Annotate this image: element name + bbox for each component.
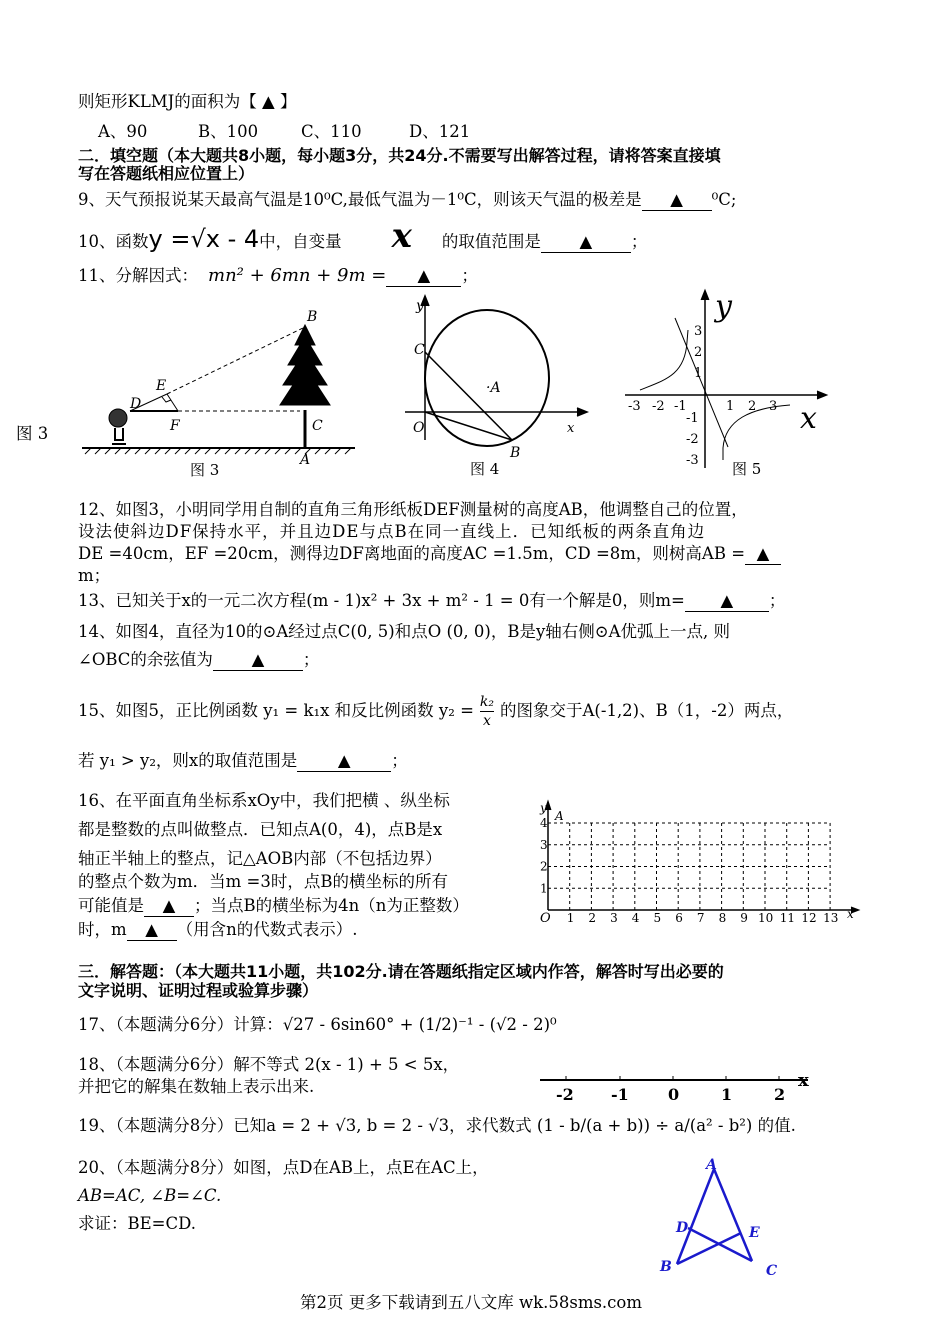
label-O: O [413,420,425,436]
grid-x-tick: 3 [610,911,618,925]
answer-blank[interactable]: ▲ [127,920,177,941]
q8-stem: 则矩形KLMJ的面积为【 ▲ 】 [78,92,297,111]
number-line [540,1076,808,1080]
tick: 3 [694,324,703,339]
q13 [78,591,785,612]
figure-4 [405,296,587,446]
q13-tail: ； [768,591,786,610]
answer-blank[interactable]: ▲ [642,190,712,211]
q10-post: 的取值范围是 [441,232,541,251]
figure-3-caption: 图 3 [190,461,220,479]
integer-grid [545,801,859,913]
q16-text: 可能值是 [78,896,144,915]
q9-tail: ⁰C; [711,190,737,209]
section3-heading: 三．解答题：（本大题共11小题，共102分.请在答题纸指定区域内作答，解答时写出必要的 [78,962,724,981]
q18-line1: 18、（本题满分6分）解不等式 2(x - 1) + 5 < 5x， [78,1055,460,1074]
tick: -1 [611,1085,629,1104]
q15-tail: ； [391,751,408,770]
q16-line1: 16、在平面直角坐标系xOy中，我们把横 、纵坐标 [78,791,450,810]
point-D: D [676,1220,689,1236]
point-E: E [749,1225,760,1241]
tick: -2 [556,1085,574,1104]
label-B: B [510,445,521,461]
axis-y-label: y [416,298,424,314]
page-footer: 第2页 更多下载请到五八文库 wk.58sms.com [300,1293,642,1312]
answer-blank[interactable]: ▲ [386,266,461,287]
answer-blank[interactable]: ▲ [541,232,631,253]
section3-heading-2: 文字说明、证明过程或验算步骤） [78,981,319,1000]
q15-line1 [78,693,793,730]
grid-origin: O [540,911,551,926]
vertex-C: C [766,1263,778,1279]
q20-line2: AB=AC, ∠B=∠C. [78,1186,222,1205]
grid-y-tick: 2 [540,859,548,874]
tick: 2 [748,399,757,414]
vertex-B: B [660,1259,672,1275]
q14-line2-text: ∠OBC的余弦值为 [78,650,213,669]
q14-line1: 14、如图4，直径为10的⊙A经过点C(0, 5)和点O (0, 0)，B是y轴右侧⊙A优弧上一点, 则 [78,622,731,641]
q9-text: 9、天气预报说某天最高气温是10⁰C,最低气温为－1⁰C，则该天气温的极差是 [78,190,642,209]
axis-x-label: x [800,401,817,436]
q16-line4: 的整点个数为m．当m =3时，点B的横坐标的所有 [78,872,448,891]
q12-line3 [78,544,781,565]
tick: -2 [686,432,699,447]
fig5-y-ticks [686,324,702,468]
q12-line2: 设法使斜边DF保持水平，并且边DE与点B在同一直线上．已知纸板的两条直角边 [78,522,706,541]
q15-text-b: 的图象交于A(-1,2)、B（1，-2）两点， [500,701,794,720]
q20-line1: 20、（本题满分8分）如图，点D在AB上，点E在AC上， [78,1158,489,1177]
q15-text-a: 15、如图5，正比例函数 y₁ = k₁x 和反比例函数 y₂ = [78,701,474,720]
tick: -3 [628,399,641,414]
grid-x-tick: 5 [653,911,662,925]
figure-3 [82,325,355,454]
label-C: C [312,418,323,434]
q10-formula: y =√x - 4 [148,225,260,253]
label-F: F [170,418,180,434]
tick: 0 [668,1085,680,1104]
figure-4-caption: 图 4 [470,460,500,478]
label-D: D [130,396,142,412]
side-figure-label: 图 3 [16,424,49,443]
q16-line6 [78,920,358,941]
triangle-labels [659,1157,777,1279]
tick: -3 [686,453,699,468]
tick: -1 [686,411,699,426]
label-A: A [300,452,311,468]
answer-blank[interactable]: ▲ [144,896,194,917]
section2-heading-2: 写在答题纸相应位置上） [78,164,255,183]
q17: 17、（本题满分6分）计算：√27 - 6sin60° + (1/2)⁻¹ - (√2 - 2)⁰ [78,1015,557,1034]
figure-5-caption: 图 5 [732,460,762,478]
answer-blank[interactable]: ▲ [213,650,303,671]
number-line-x-label: x [798,1070,809,1091]
tick: 2 [774,1085,786,1104]
axis-x-label: x [567,421,575,436]
tick: 1 [721,1085,733,1104]
label-E: E [156,378,167,394]
q13-text: 13、已知关于x的一元二次方程(m - 1)x² + 3x + m² - 1 = 0有一个解是0，则m= [78,591,685,610]
tick: 2 [694,345,703,360]
q14-line2 [78,650,319,671]
q12-line4: m； [78,566,111,585]
section2-heading: 二．填空题（本大题共8小题，每小题3分，共24分.不需要写出解答过程，请将答案直接填 [78,146,721,165]
q14-tail: ； [302,650,320,669]
grid-y-label: y [540,801,547,815]
q16-text: （用含n的代数式表示）. [176,920,358,939]
label-C: C [414,342,425,358]
q16-line2: 都是整数的点叫做整点．已知点A(0，4)，点B是x [78,820,443,839]
fig5-x-ticks [628,399,777,414]
label-A: ·A [486,380,501,396]
grid-x-tick: 12 [801,911,817,925]
triangle-figure [677,1169,752,1264]
q18-line2: 并把它的解集在数轴上表示出来. [78,1077,315,1096]
q16-line3: 轴正半轴上的整点，记△AOB内部（不包括边界） [78,849,442,868]
grid-x-tick: 2 [588,911,597,925]
grid-point-A: A [555,809,564,823]
grid-x-tick: 10 [758,911,774,925]
q15-line2-text: 若 y₁ > y₂，则x的取值范围是 [78,751,298,770]
q12-line1: 12、如图3，小明同学用自制的直角三角形纸板DEF测量树的高度AB，他调整自己的位置， [78,500,748,519]
grid-x-tick: 1 [566,911,575,925]
q10-variable: x [391,216,412,256]
number-line-ticks [556,1085,785,1104]
q16-text: 时，m [78,920,127,939]
answer-blank[interactable]: ▲ [297,751,391,772]
tick: -1 [674,399,687,414]
fraction-denominator: x [483,713,491,729]
tick: -2 [652,399,665,414]
fraction-numerator: k₂ [479,694,495,710]
grid-x-label: x [847,907,854,921]
vertex-A: A [706,1157,717,1173]
q16-text: ；当点B的横坐标为4n（n为正整数） [194,896,469,915]
q10-tail: ； [630,232,648,251]
grid-x-tick: 9 [740,911,748,925]
q10-pre: 10、函数 [78,232,149,251]
answer-blank[interactable]: ▲ [745,544,781,565]
option-b: B、100 [198,122,259,141]
grid-x-tick: 8 [718,911,727,925]
option-d: D、121 [409,122,471,141]
grid-y-tick: 3 [540,837,548,852]
grid-x-tick: 7 [696,911,705,925]
grid-y-tick: 1 [540,881,548,896]
grid-x-tick: 11 [779,911,795,925]
tick: 1 [726,399,735,414]
option-a: A、90 [98,122,148,141]
q16-line5 [78,896,469,917]
q19: 19、（本题满分8分）已知a = 2 + √3, b = 2 - √3，求代数式 (1 - b/(a + b)) ÷ a/(a² - b²) 的值. [78,1116,796,1135]
grid-y-tick: 4 [540,816,548,830]
grid-x-tick: 13 [823,911,839,925]
label-B: B [307,309,318,325]
axis-y-label: y [715,289,732,324]
q11-tail: ； [461,266,478,285]
option-c: C、110 [301,122,362,141]
tick: 1 [694,366,703,381]
grid-x-tick: 4 [631,911,640,925]
q10-mid: 中，自变量 [259,232,342,251]
grid-x-tick: 6 [675,911,683,925]
q11-formula: mn² + 6mn + 9m = [208,265,387,286]
q15-line2 [78,751,408,772]
q20-line3: 求证：BE=CD. [78,1214,197,1233]
q12-line3-text: DE =40cm，EF =20cm，测得边DF离地面的高度AC =1.5m，CD =8m，则树高AB = [78,544,746,563]
answer-blank[interactable]: ▲ [685,591,769,612]
tick: 3 [769,399,778,414]
q11-pre: 11、分解因式： [78,266,198,285]
